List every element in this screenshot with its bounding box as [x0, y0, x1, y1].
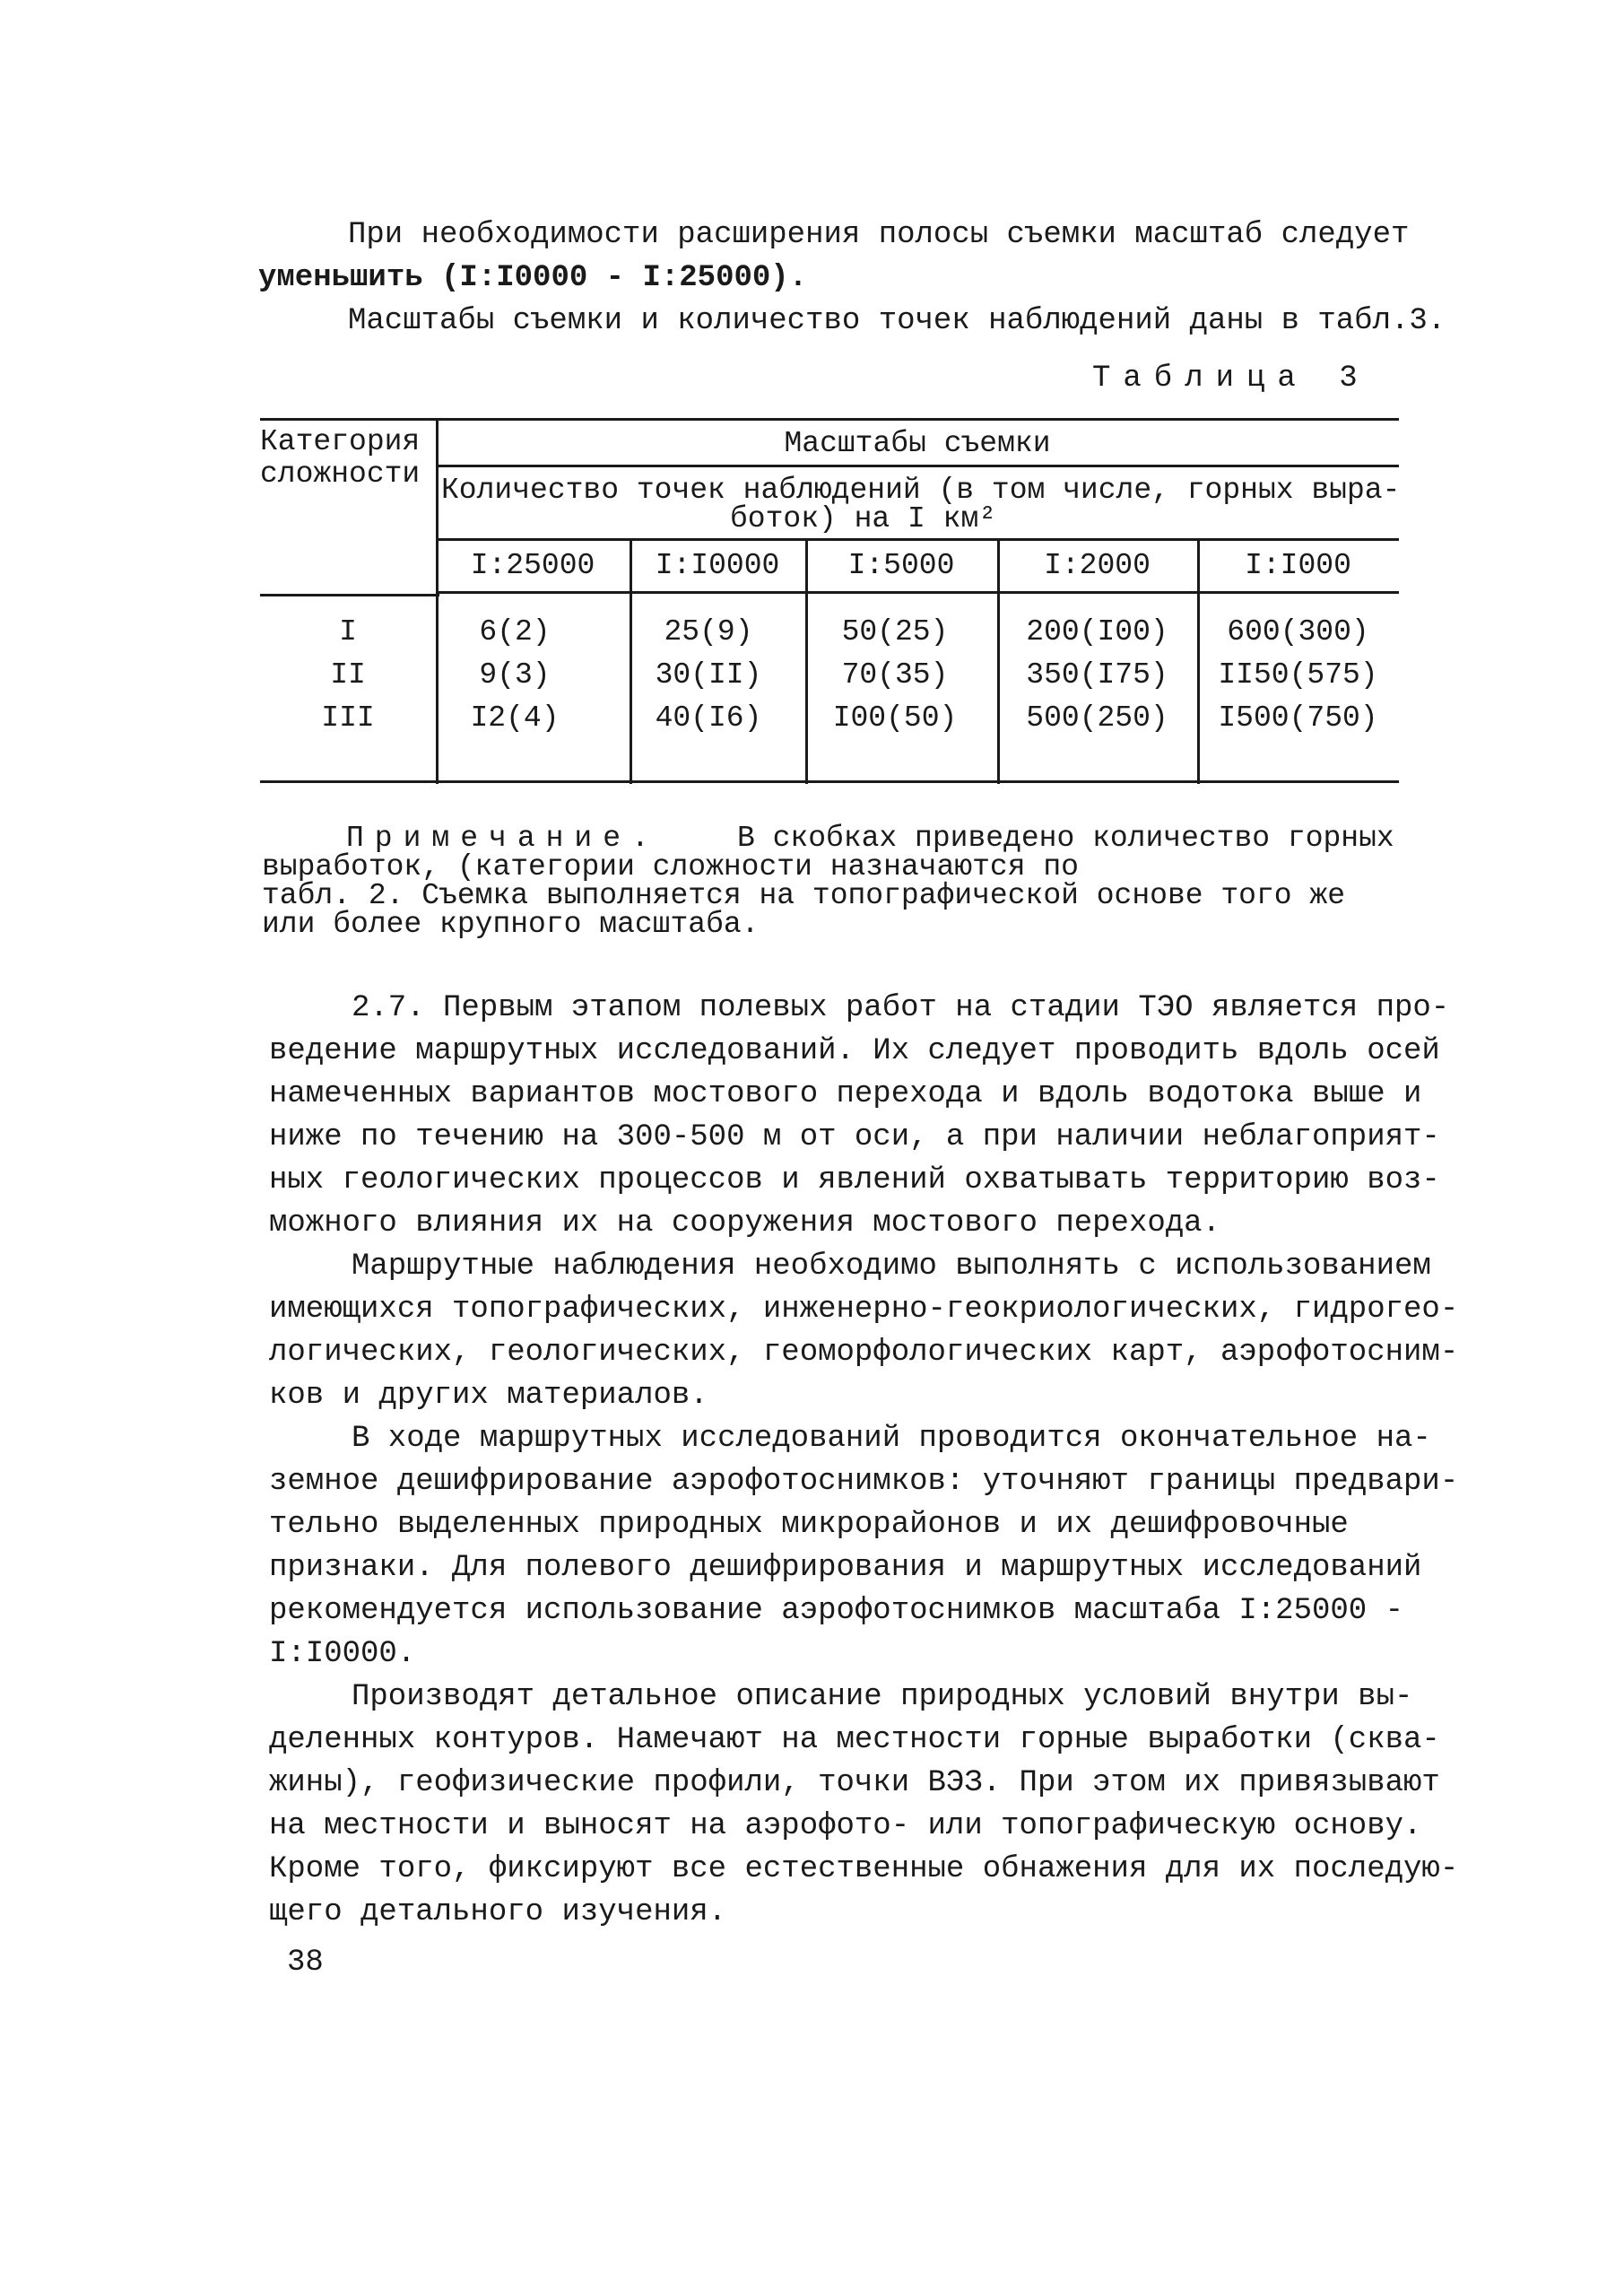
table-cell: 25(9): [664, 615, 753, 649]
paragraph-line: земное дешифрирование аэрофотоснимков: уточняют границы предвари-: [269, 1465, 1459, 1499]
row-category: I: [339, 615, 357, 649]
column-header-2: I:I0000: [655, 549, 780, 582]
category-header-1: Категория: [260, 425, 421, 458]
note-line-3: табл. 2. Съемка выполняется на топографической основе того же: [262, 879, 1345, 912]
paragraph-line: на местности и выносят на аэрофото- или топографическую основу.: [269, 1809, 1422, 1843]
paragraph-2-7-line: ных геологических процессов и явлений охватывать территорию воз-: [269, 1163, 1440, 1197]
paragraph-line: имеющихся топографических, инженерно-геокриологических, гидрогео-: [269, 1293, 1459, 1327]
category-header-2: сложности: [260, 457, 421, 491]
paragraph-2-7-line: намеченных вариантов мостового перехода и вдоль водотока выше и: [269, 1077, 1422, 1111]
paragraph-line: Кроме того, фиксируют все естественные обнажения для их последую-: [269, 1852, 1459, 1886]
paragraph-line: тельно выделенных природных микрорайонов и их дешифровочные: [269, 1508, 1349, 1542]
paragraph-line: деленных контуров. Намечают на местности горные выработки (сква-: [269, 1723, 1440, 1757]
points-header-1: Количество точек наблюдений (в том числе, горных выра-: [441, 474, 1401, 507]
column-header-5: I:I000: [1245, 549, 1351, 582]
paragraph-2-7-line: ниже по течению на 300-500 м от оси, а при наличии неблагоприят-: [269, 1120, 1440, 1154]
table-cell: 350(I75): [1026, 658, 1168, 692]
paragraph-line: В ходе маршрутных исследований проводится окончательное на-: [352, 1422, 1431, 1456]
table-cell: 9(3): [479, 658, 551, 692]
table-cell: I500(750): [1218, 701, 1378, 735]
paragraph-line: I:I0000.: [269, 1637, 416, 1671]
page-number: 38: [287, 1946, 324, 1980]
observation-table: [260, 418, 1399, 784]
paragraph-line: Производят детальное описание природных условий внутри вы-: [352, 1680, 1413, 1714]
table-cell: 40(I6): [655, 701, 762, 735]
paragraph-2-7-line: 2.7. Первым этапом полевых работ на стадии ТЭО является про-: [352, 991, 1450, 1025]
note-line-2: выработок, (категории сложности назначаются по: [262, 850, 1079, 884]
paragraph-2-7-line: ведение маршрутных исследований. Их следует проводить вдоль осей: [269, 1034, 1440, 1068]
table-cell: 500(250): [1026, 701, 1168, 735]
note-label: Примечание.: [346, 822, 660, 855]
table-cell: II50(575): [1218, 658, 1378, 692]
intro-line-2: уменьшить (I:I0000 - I:25000).: [258, 261, 808, 295]
column-header-1: I:25000: [470, 549, 595, 582]
points-header-2: боток) на I км²: [730, 502, 997, 535]
intro-line-1: При необходимости расширения полосы съемки масштаб следует: [348, 218, 1410, 252]
table-cell: 600(300): [1227, 615, 1369, 649]
intro-line-3: Масштабы съемки и количество точек наблюдений даны в табл.3.: [348, 304, 1446, 338]
paragraph-line: рекомендуется использование аэрофотоснимков масштаба I:25000 -: [269, 1594, 1404, 1628]
table-cell: I00(50): [832, 701, 958, 735]
paragraph-line: жины), геофизические профили, точки ВЭЗ. При этом их привязывают: [269, 1766, 1440, 1800]
paragraph-2-7-line: можного влияния их на сооружения мостового перехода.: [269, 1206, 1220, 1241]
paragraph-line: ков и других материалов.: [269, 1379, 708, 1413]
note-line-1: В скобках приведено количество горных: [737, 822, 1394, 855]
scales-header: Масштабы съемки: [784, 427, 1051, 460]
table-cell: 50(25): [841, 615, 949, 649]
column-header-4: I:2000: [1044, 549, 1151, 582]
paragraph-line: логических, геологических, геоморфологических карт, аэрофотосним-: [269, 1336, 1459, 1370]
row-category: III: [321, 701, 375, 735]
table-cell: 70(35): [841, 658, 949, 692]
table-cell: 30(II): [655, 658, 762, 692]
table-cell: I2(4): [470, 701, 560, 735]
column-header-3: I:5000: [847, 549, 955, 582]
paragraph-line: щего детального изучения.: [269, 1895, 727, 1929]
note-line-4: или более крупного масштаба.: [262, 908, 760, 941]
row-category: II: [330, 658, 366, 692]
table-cell: 200(I00): [1026, 615, 1168, 649]
paragraph-line: Маршрутные наблюдения необходимо выполнять с использованием: [352, 1249, 1431, 1284]
table-title: Таблица 3: [1092, 361, 1370, 396]
paragraph-line: признаки. Для полевого дешифрирования и маршрутных исследований: [269, 1551, 1422, 1585]
table-cell: 6(2): [479, 615, 551, 649]
